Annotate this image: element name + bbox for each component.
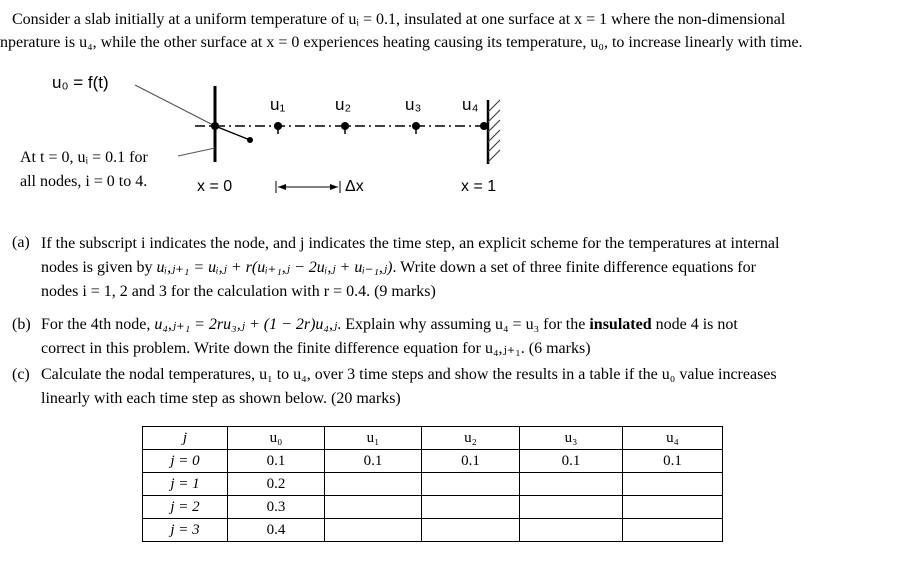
table-cell[interactable] [422, 496, 520, 519]
table-cell: j = 3 [143, 519, 228, 542]
table-row [143, 519, 723, 542]
table-cell[interactable] [325, 496, 422, 519]
x0-label: x = 0 [197, 178, 233, 195]
table-cell[interactable] [623, 496, 723, 519]
table-row [143, 473, 723, 496]
intro-line-2: nperature is u₄, while the other surface at x = 0 experiences heating causing its temperature, u₀, to increase linearly with time. [0, 34, 803, 51]
question-a-label: (a) [12, 234, 30, 251]
u0-label: u₀ = f(t) [52, 73, 109, 92]
explicit-scheme-equation: uᵢ,ⱼ₊₁ = uᵢ,ⱼ + r(uᵢ₊₁,ⱼ − 2uᵢ,ⱼ + uᵢ₋₁,ⱼ) [156, 259, 393, 276]
heating-slope [215, 126, 250, 140]
intro-line-1: Consider a slab initially at a uniform temperature of uᵢ = 0.1, insulated at one surface at x = 1 where the non-dimensional [12, 11, 786, 28]
u0-leader-line [135, 85, 215, 126]
table-cell: j = 1 [143, 473, 228, 496]
header-u1: u₁ [325, 427, 422, 450]
table-header-row [143, 427, 723, 450]
table-cell[interactable] [325, 519, 422, 542]
table-cell[interactable] [325, 473, 422, 496]
header-u4: u₄ [623, 427, 723, 450]
question-c-line-2: linearly with each time step as shown below. (20 marks) [41, 390, 401, 407]
node-label-u4: u₄ [462, 95, 479, 114]
x1-label: x = 1 [461, 178, 497, 195]
question-a-line-2: nodes is given by uᵢ,ⱼ₊₁ = uᵢ,ⱼ + r(uᵢ₊₁,ⱼ − 2uᵢ,ⱼ + uᵢ₋₁,ⱼ). Write down a set of three finite difference equations for [41, 259, 756, 276]
table-cell[interactable] [520, 519, 623, 542]
question-c-label: (c) [12, 366, 30, 383]
table-cell: 0.1 [228, 450, 325, 473]
question-a-line-1: If the subscript i indicates the node, and j indicates the time step, an explicit scheme for the temperatures at internal [41, 235, 780, 252]
table-cell[interactable] [422, 473, 520, 496]
insulation-hatch [488, 100, 500, 162]
table-cell[interactable] [623, 519, 723, 542]
table-cell[interactable] [422, 519, 520, 542]
question-a [41, 232, 779, 304]
node-label-u2: u₂ [335, 95, 352, 114]
table-cell: 0.1 [623, 450, 723, 473]
table-cell: 0.1 [520, 450, 623, 473]
node4-equation: u₄,ⱼ₊₁ = 2ru₃,ⱼ + (1 − 2r)u₄,ⱼ [154, 316, 338, 333]
node-label-u1: u₁ [270, 95, 286, 114]
question-b-line-2: correct in this problem. Write down the finite difference equation for u₄,ⱼ₊₁. (6 marks) [41, 340, 591, 357]
question-c [41, 363, 777, 411]
question-c-line-1: Calculate the nodal temperatures, u₁ to u₄, over 3 time steps and show the results in a table if the u₀ value increases [41, 366, 777, 383]
question-a-line-3: nodes i = 1, 2 and 3 for the calculation with r = 0.4. (9 marks) [41, 283, 436, 300]
table-cell[interactable] [520, 473, 623, 496]
header-u3: u₃ [520, 427, 623, 450]
table-cell[interactable] [623, 473, 723, 496]
table-row [143, 450, 723, 473]
question-b-label: (b) [12, 316, 31, 333]
table-cell: 0.1 [422, 450, 520, 473]
table-row [143, 496, 723, 519]
table-cell: 0.3 [228, 496, 325, 519]
note-leader [178, 148, 215, 156]
table-cell: 0.4 [228, 519, 325, 542]
initial-note-1: At t = 0, uᵢ = 0.1 for [20, 149, 148, 166]
dx-label: Δx [345, 178, 364, 195]
table-cell: j = 2 [143, 496, 228, 519]
header-u0: u₀ [228, 427, 325, 450]
table-cell: 0.2 [228, 473, 325, 496]
table-cell: 0.1 [325, 450, 422, 473]
header-u2: u₂ [422, 427, 520, 450]
question-b-line-1: For the 4th node, u₄,ⱼ₊₁ = 2ru₃,ⱼ + (1 − 2r)u₄,ⱼ. Explain why assuming u₄ = u₃ for the insulated node 4 is not [41, 316, 738, 333]
question-b [41, 313, 738, 361]
table-cell[interactable] [520, 496, 623, 519]
results-table [142, 426, 723, 542]
header-j: j [143, 427, 228, 450]
node-label-u3: u₃ [405, 95, 422, 114]
table-cell: j = 0 [143, 450, 228, 473]
initial-note-2: all nodes, i = 0 to 4. [20, 173, 148, 190]
